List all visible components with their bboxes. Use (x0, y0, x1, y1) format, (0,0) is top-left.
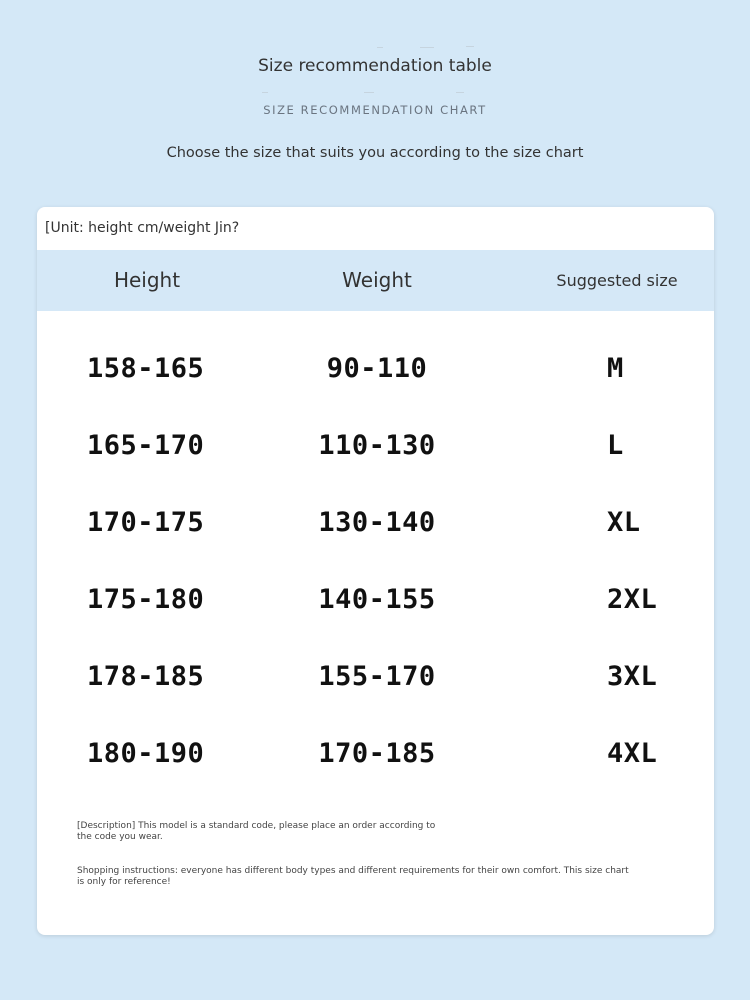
decorative-line (262, 92, 268, 93)
height-cell: 165-170 (87, 430, 205, 461)
page-title: Size recommendation table (258, 56, 492, 76)
weight-cell: 155-170 (318, 661, 436, 692)
decorative-line (364, 92, 374, 93)
weight-cell: 90-110 (326, 353, 428, 384)
height-cell: 170-175 (87, 507, 205, 538)
size-cell: XL (607, 507, 641, 538)
size-cell: 4XL (607, 738, 658, 769)
decorative-line (466, 46, 474, 47)
size-chart-card (37, 207, 714, 935)
table-row (37, 498, 714, 548)
decorative-line (377, 47, 383, 48)
table-header (37, 250, 714, 311)
size-instruction: Choose the size that suits you according to the size chart (166, 145, 584, 161)
column-header-weight: Weight (342, 268, 412, 292)
weight-cell: 140-155 (318, 584, 436, 615)
page-subtitle: SIZE RECOMMENDATION CHART (263, 103, 487, 117)
unit-label: [Unit: height cm/weight Jin? (45, 220, 240, 236)
weight-cell: 170-185 (318, 738, 436, 769)
weight-cell: 130-140 (318, 507, 436, 538)
height-cell: 180-190 (87, 738, 205, 769)
size-cell: L (607, 430, 624, 461)
height-cell: 158-165 (87, 353, 205, 384)
table-row (37, 652, 714, 702)
height-cell: 175-180 (87, 584, 205, 615)
size-cell: M (607, 353, 624, 384)
table-row (37, 729, 714, 779)
table-row (37, 575, 714, 625)
column-header-height: Height (113, 268, 181, 292)
table-row (37, 421, 714, 471)
shopping-instructions-note: Shopping instructions: everyone has different body types and different requirements for their own comfort. This size chart is only for reference! (77, 866, 629, 887)
size-cell: 3XL (607, 661, 658, 692)
decorative-line (456, 92, 464, 93)
weight-cell: 110-130 (318, 430, 436, 461)
decorative-line (420, 47, 434, 48)
size-cell: 2XL (607, 584, 658, 615)
column-header-suggested-size: Suggested size (556, 271, 678, 290)
table-row (37, 344, 714, 394)
height-cell: 178-185 (87, 661, 205, 692)
description-note: [Description] This model is a standard code, please place an order according to the code you wear. (77, 821, 436, 842)
